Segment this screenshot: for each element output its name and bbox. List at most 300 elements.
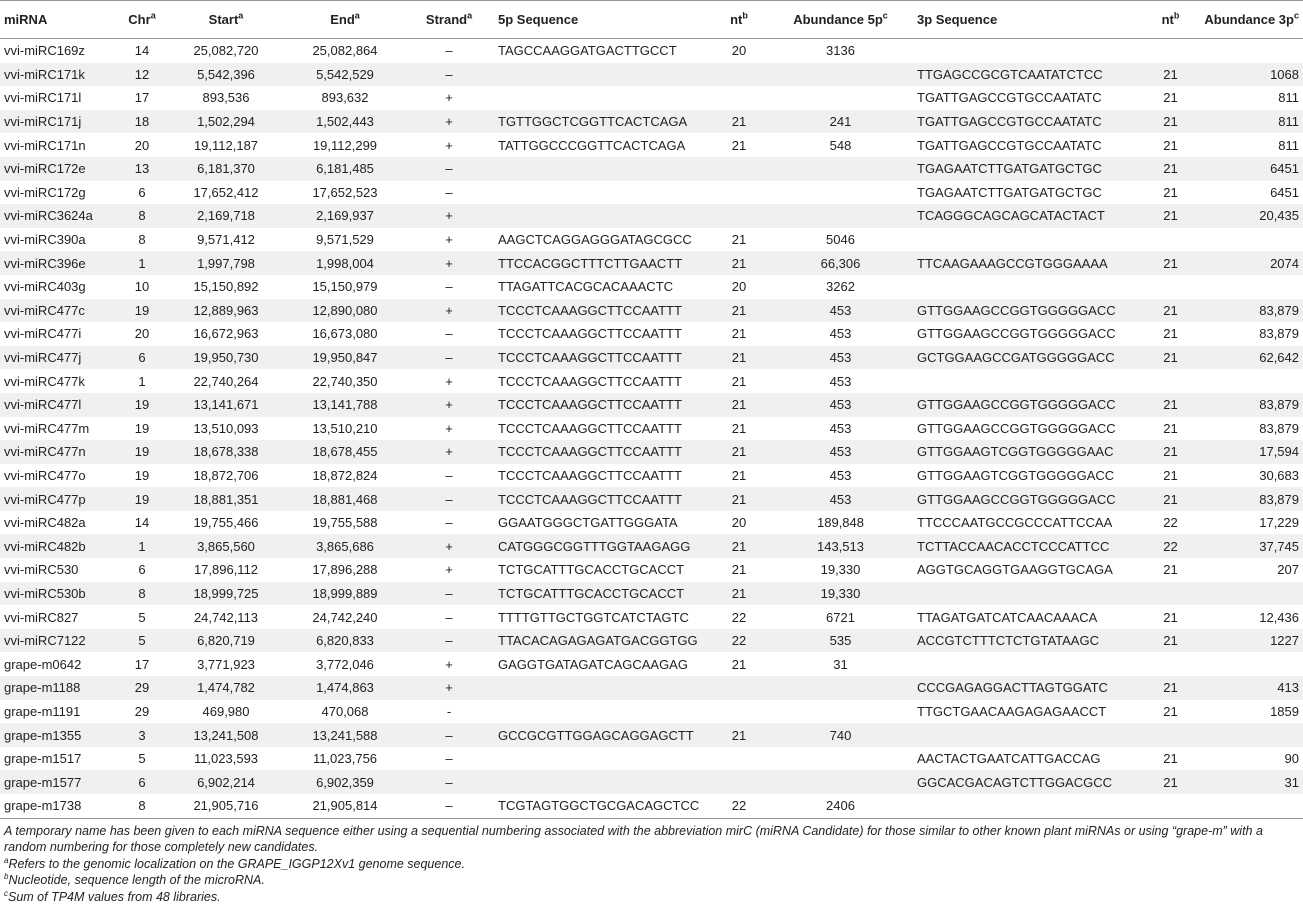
- cell-abundance-5p: 453: [829, 373, 852, 389]
- cell-abundance-5p: [768, 63, 913, 87]
- cell-start: 18,881,351: [166, 487, 286, 511]
- cell-mirna: vvi-miRC396e: [0, 251, 118, 275]
- table-row: [0, 582, 1303, 606]
- cell-strand: +: [445, 373, 453, 389]
- cell-abundance-3p: 83,879: [1198, 487, 1303, 511]
- cell-end: 24,742,240: [312, 609, 378, 625]
- cell-abundance-5p: 241: [768, 110, 913, 134]
- cell-seq-3p: GTTGGAAGCCGGTGGGGGACC: [917, 326, 1116, 342]
- cell-nt-3p: [1143, 369, 1198, 393]
- cell-nt-3p: 21: [1163, 184, 1178, 200]
- cell-mirna: vvi-miRC171k: [0, 63, 118, 87]
- table-row: [0, 204, 1303, 228]
- table-row: [0, 558, 1303, 582]
- cell-end: 1,502,443: [286, 110, 404, 134]
- cell-chr: 10: [134, 279, 150, 295]
- cell-seq-5p: TGTTGGCTCGGTTCACTCAGA: [494, 110, 710, 134]
- cell-nt-5p: 21: [731, 326, 747, 342]
- cell-end: 18,678,455: [286, 440, 404, 464]
- cell-seq-3p: [913, 369, 1143, 393]
- header-start: Start$^a$: [166, 1, 286, 39]
- cell-chr: 14: [134, 43, 150, 59]
- cell-start: 5,542,396: [166, 63, 286, 87]
- cell-seq-5p: TCGTAGTGGCTGCGACAGCTCC: [494, 794, 710, 818]
- cell-start: 3,865,560: [166, 534, 286, 558]
- cell-mirna: vvi-miRC3624a: [0, 204, 118, 228]
- cell-chr: 3: [118, 723, 166, 747]
- cell-nt-3p: [1143, 652, 1198, 676]
- cell-end: 19,755,588: [312, 515, 378, 531]
- cell-abundance-5p: [768, 770, 913, 794]
- cell-nt-5p: 21: [710, 440, 768, 464]
- cell-mirna: vvi-miRC390a: [4, 232, 86, 248]
- cell-abundance-3p: 1227: [1198, 629, 1303, 653]
- cell-seq-5p: [494, 770, 710, 794]
- table-row: [0, 534, 1303, 558]
- cell-abundance-3p: 31: [1198, 770, 1303, 794]
- cell-seq-5p: TATTGGCCCGGTTCACTCAGA: [498, 137, 686, 153]
- table-row: [0, 322, 1303, 346]
- cell-start: 25,082,720: [193, 43, 259, 59]
- cell-abundance-3p: 1068: [1198, 63, 1303, 87]
- cell-nt-5p: 21: [710, 487, 768, 511]
- header-3p-sequence: 3p Sequence: [913, 1, 1143, 39]
- cell-seq-3p: TGATTGAGCCGTGCCAATATC: [917, 90, 1102, 106]
- cell-seq-3p: GTTGGAAGCCGGTGGGGGACC: [917, 420, 1116, 436]
- cell-abundance-3p: 12,436: [1259, 609, 1299, 625]
- cell-seq-3p: AACTACTGAATCATTGACCAG: [917, 751, 1101, 767]
- cell-seq-3p: [913, 794, 1143, 818]
- cell-seq-3p: TCTTACCAACACCTCCCATTCC: [913, 534, 1143, 558]
- cell-strand: +: [404, 440, 494, 464]
- cell-abundance-5p: 19,330: [768, 582, 913, 606]
- cell-nt-3p: 21: [1143, 63, 1198, 87]
- cell-seq-5p: TTACACAGAGAGATGACGGTGG: [494, 629, 710, 653]
- cell-strand: –: [404, 629, 494, 653]
- cell-nt-5p: 21: [731, 562, 747, 578]
- table-row: [0, 63, 1303, 87]
- cell-abundance-3p: 811: [1278, 90, 1299, 106]
- footnote-c: $^c$Sum of TP4M values from 48 libraries.: [4, 888, 221, 904]
- cell-nt-5p: [710, 181, 768, 205]
- cell-abundance-3p: 83,879: [1198, 393, 1303, 417]
- cell-abundance-3p: 2074: [1198, 251, 1303, 275]
- cell-mirna: vvi-miRC7122: [0, 629, 118, 653]
- table-row: [0, 511, 1303, 535]
- cell-nt-3p: 21: [1163, 562, 1178, 578]
- cell-chr: 29: [118, 676, 166, 700]
- cell-seq-3p: TGATTGAGCCGTGCCAATATC: [913, 110, 1143, 134]
- cell-abundance-5p: 453: [768, 440, 913, 464]
- cell-mirna: vvi-miRC477o: [4, 467, 86, 483]
- header-nt-3p: $nt^b$: [1143, 1, 1198, 39]
- cell-chr: 17: [134, 656, 150, 672]
- cell-nt-3p: 21: [1143, 393, 1198, 417]
- cell-start: 16,672,963: [193, 326, 259, 342]
- cell-seq-5p: TCCCTCAAAGGCTTCCAATTT: [498, 373, 682, 389]
- cell-mirna: vvi-miRC530: [4, 562, 79, 578]
- table-row: [0, 110, 1303, 134]
- table-row: [0, 299, 1303, 323]
- cell-start: 1,502,294: [166, 110, 286, 134]
- cell-start: 12,889,963: [166, 299, 286, 323]
- cell-seq-5p: TCCCTCAAAGGCTTCCAATTT: [498, 326, 682, 342]
- cell-start: 6,902,214: [166, 770, 286, 794]
- cell-abundance-5p: [768, 676, 913, 700]
- cell-mirna: grape-m1191: [4, 703, 81, 719]
- cell-abundance-5p: 548: [829, 137, 852, 153]
- table-row: [0, 440, 1303, 464]
- cell-end: 5,542,529: [286, 63, 404, 87]
- cell-abundance-3p: 17,594: [1198, 440, 1303, 464]
- cell-seq-3p: [913, 652, 1143, 676]
- cell-end: 19,950,847: [286, 346, 404, 370]
- table-row: [0, 157, 1303, 181]
- cell-abundance-3p: [1198, 794, 1303, 818]
- cell-chr: 8: [138, 232, 146, 248]
- cell-nt-5p: [710, 747, 768, 771]
- cell-chr: 6: [138, 562, 146, 578]
- cell-seq-3p: TGATTGAGCCGTGCCAATATC: [917, 137, 1102, 153]
- cell-nt-5p: 21: [731, 420, 747, 436]
- cell-abundance-3p: 6451: [1198, 157, 1303, 181]
- cell-abundance-5p: [768, 181, 913, 205]
- cell-abundance-3p: [1198, 723, 1303, 747]
- table-row: [0, 228, 1303, 252]
- cell-mirna: vvi-miRC482a: [4, 515, 86, 531]
- cell-seq-5p: TTTTGTTGCTGGTCATCTAGTC: [498, 609, 689, 625]
- cell-strand: –: [404, 770, 494, 794]
- cell-seq-3p: CCCGAGAGGACTTAGTGGATC: [913, 676, 1143, 700]
- table-row: [0, 700, 1303, 724]
- cell-seq-3p: [913, 39, 1143, 63]
- cell-seq-3p: TTGCTGAACAAGAGAGAACCT: [917, 703, 1107, 719]
- cell-chr: 1: [138, 373, 146, 389]
- table-row: [0, 393, 1303, 417]
- cell-abundance-3p: [1198, 582, 1303, 606]
- cell-start: 19,112,187: [193, 137, 259, 153]
- cell-seq-5p: TCTGCATTTGCACCTGCACCT: [498, 562, 685, 578]
- cell-abundance-5p: 453: [829, 467, 852, 483]
- cell-strand: –: [404, 157, 494, 181]
- cell-abundance-5p: 453: [768, 393, 913, 417]
- cell-nt-3p: 21: [1163, 467, 1178, 483]
- cell-seq-5p: TTAGATTCACGCACAAACTC: [498, 279, 674, 295]
- table-row: [0, 676, 1303, 700]
- cell-abundance-3p: [1198, 369, 1303, 393]
- cell-abundance-3p: [1198, 39, 1303, 63]
- table-row: [0, 464, 1303, 488]
- cell-end: 22,740,350: [312, 373, 378, 389]
- cell-start: 18,678,338: [166, 440, 286, 464]
- cell-abundance-5p: 535: [768, 629, 913, 653]
- cell-end: 2,169,937: [286, 204, 404, 228]
- cell-abundance-5p: 3262: [826, 279, 855, 295]
- cell-chr: 8: [118, 794, 166, 818]
- cell-end: 19,112,299: [312, 137, 378, 153]
- cell-chr: 6: [118, 770, 166, 794]
- cell-seq-3p: TCAGGGCAGCAGCATACTACT: [913, 204, 1143, 228]
- cell-seq-5p: [494, 204, 710, 228]
- cell-mirna: vvi-miRC477c: [0, 299, 118, 323]
- cell-abundance-5p: [768, 204, 913, 228]
- cell-chr: 17: [134, 90, 150, 106]
- table-row: [0, 747, 1303, 771]
- cell-end: 6,902,359: [286, 770, 404, 794]
- cell-end: 893,632: [321, 90, 369, 106]
- cell-abundance-3p: 811: [1278, 137, 1299, 153]
- table-row: [0, 86, 1303, 110]
- cell-start: 2,169,718: [166, 204, 286, 228]
- cell-abundance-5p: 453: [768, 299, 913, 323]
- cell-seq-5p: TCTGCATTTGCACCTGCACCT: [494, 582, 710, 606]
- cell-mirna: vvi-miRC477i: [4, 326, 82, 342]
- cell-nt-5p: 20: [731, 515, 747, 531]
- header-abundance-5p: Abundance $5p^c$: [768, 1, 913, 39]
- cell-strand: +: [404, 299, 494, 323]
- cell-mirna: vvi-miRC530b: [0, 582, 118, 606]
- table-row: [0, 251, 1303, 275]
- table-footnotes: [0, 819, 1303, 906]
- cell-nt-5p: [710, 86, 768, 110]
- cell-nt-3p: 21: [1143, 346, 1198, 370]
- cell-seq-5p: [494, 181, 710, 205]
- cell-abundance-3p: 811: [1198, 110, 1303, 134]
- cell-strand: –: [404, 723, 494, 747]
- cell-seq-3p: TTCCCAATGCCGCCCATTCCAA: [917, 515, 1113, 531]
- cell-end: 25,082,864: [312, 43, 378, 59]
- cell-start: 18,872,706: [193, 467, 259, 483]
- cell-end: 9,571,529: [316, 232, 374, 248]
- cell-abundance-3p: 6451: [1270, 184, 1299, 200]
- cell-seq-3p: GTTGGAAGTCGGTGGGGGAAC: [913, 440, 1143, 464]
- cell-abundance-5p: 740: [768, 723, 913, 747]
- cell-nt-3p: 21: [1163, 90, 1178, 106]
- header-chr: Chr$^a$: [118, 1, 166, 39]
- cell-strand: +: [404, 251, 494, 275]
- cell-abundance-5p: [768, 86, 913, 110]
- cell-strand: –: [445, 184, 453, 200]
- cell-start: 17,652,412: [193, 184, 259, 200]
- cell-abundance-5p: 453: [829, 420, 852, 436]
- cell-strand: +: [445, 137, 453, 153]
- cell-start: 24,742,113: [193, 609, 259, 625]
- cell-chr: 1: [118, 534, 166, 558]
- cell-strand: –: [445, 515, 453, 531]
- cell-abundance-5p: 143,513: [768, 534, 913, 558]
- footnote-a: $^a$Refers to the genomic localization on the GRAPE_IGGP12Xv1 genome sequence.: [4, 855, 465, 871]
- cell-start: 6,181,370: [166, 157, 286, 181]
- cell-seq-5p: [494, 86, 710, 110]
- table-row: [0, 652, 1303, 676]
- cell-start: 13,241,508: [166, 723, 286, 747]
- cell-mirna: vvi-miRC477p: [0, 487, 118, 511]
- cell-nt-3p: 21: [1143, 251, 1198, 275]
- cell-strand: –: [404, 794, 494, 818]
- cell-chr: 14: [134, 515, 150, 531]
- table-body: [0, 39, 1303, 819]
- cell-nt-3p: 21: [1163, 751, 1178, 767]
- cell-end: 3,772,046: [316, 656, 374, 672]
- cell-mirna: vvi-miRC477n: [0, 440, 118, 464]
- cell-strand: +: [445, 562, 453, 578]
- cell-seq-5p: TAGCCAAGGATGACTTGCCT: [498, 43, 677, 59]
- cell-start: 9,571,412: [197, 232, 255, 248]
- cell-abundance-3p: 30,683: [1259, 467, 1299, 483]
- cell-end: 16,673,080: [312, 326, 378, 342]
- cell-mirna: vvi-miRC172g: [4, 184, 86, 200]
- cell-end: 15,150,979: [312, 279, 378, 295]
- cell-end: 13,510,210: [312, 420, 378, 436]
- cell-nt-5p: [710, 204, 768, 228]
- cell-abundance-3p: 17,229: [1259, 515, 1299, 531]
- cell-abundance-3p: 20,435: [1198, 204, 1303, 228]
- header-abundance-3p: Abundance $3p^c$: [1198, 1, 1303, 39]
- cell-seq-5p: [494, 747, 710, 771]
- cell-nt-5p: 21: [710, 393, 768, 417]
- cell-abundance-5p: 453: [768, 346, 913, 370]
- cell-mirna: vvi-miRC477l: [0, 393, 118, 417]
- cell-abundance-5p: 2406: [768, 794, 913, 818]
- cell-seq-3p: TTCAAGAAAGCCGTGGGAAAA: [913, 251, 1143, 275]
- cell-nt-5p: 21: [710, 299, 768, 323]
- cell-end: 12,890,080: [286, 299, 404, 323]
- cell-mirna: vvi-miRC403g: [4, 279, 86, 295]
- cell-end: 17,652,523: [312, 184, 378, 200]
- cell-nt-3p: 21: [1143, 770, 1198, 794]
- cell-nt-3p: 21: [1143, 299, 1198, 323]
- cell-nt-5p: [710, 770, 768, 794]
- cell-chr: 19: [118, 440, 166, 464]
- cell-seq-3p: GTTGGAAGCCGGTGGGGGACC: [913, 393, 1143, 417]
- cell-nt-3p: 21: [1163, 326, 1178, 342]
- cell-seq-3p: [913, 582, 1143, 606]
- cell-nt-3p: 21: [1143, 110, 1198, 134]
- cell-start: 1,997,798: [166, 251, 286, 275]
- cell-mirna: vvi-miRC171n: [4, 137, 86, 153]
- header-nt-5p: $nt^b$: [710, 1, 768, 39]
- cell-abundance-3p: 37,745: [1198, 534, 1303, 558]
- cell-abundance-5p: 19,330: [820, 562, 861, 578]
- cell-seq-3p: TTGAGCCGCGTCAATATCTCC: [913, 63, 1143, 87]
- cell-nt-3p: 21: [1163, 609, 1178, 625]
- cell-abundance-5p: 31: [833, 656, 848, 672]
- cell-nt-5p: 22: [710, 629, 768, 653]
- cell-abundance-5p: 6721: [826, 609, 855, 625]
- cell-nt-3p: [1143, 275, 1198, 299]
- cell-chr: 13: [118, 157, 166, 181]
- header-mirna: miRNA: [0, 1, 118, 39]
- cell-seq-5p: TCCCTCAAAGGCTTCCAATTT: [494, 487, 710, 511]
- cell-strand: +: [404, 534, 494, 558]
- cell-seq-5p: GCCGCGTTGGAGCAGGAGCTT: [494, 723, 710, 747]
- cell-abundance-3p: 207: [1277, 562, 1299, 578]
- cell-nt-5p: 22: [710, 794, 768, 818]
- cell-nt-3p: 21: [1143, 487, 1198, 511]
- cell-end: 470,068: [321, 703, 369, 719]
- cell-abundance-5p: 5046: [826, 232, 855, 248]
- cell-chr: 19: [118, 487, 166, 511]
- cell-mirna: vvi-miRC827: [4, 609, 79, 625]
- cell-end: 6,181,485: [286, 157, 404, 181]
- cell-strand: –: [445, 279, 453, 295]
- cell-end: 18,872,824: [312, 467, 378, 483]
- cell-nt-3p: 21: [1143, 157, 1198, 181]
- cell-chr: 6: [118, 346, 166, 370]
- cell-chr: 5: [118, 629, 166, 653]
- cell-nt-3p: [1143, 228, 1198, 252]
- table-row: [0, 39, 1303, 63]
- cell-strand: +: [404, 204, 494, 228]
- cell-chr: 19: [134, 420, 150, 436]
- cell-strand: –: [445, 609, 453, 625]
- cell-seq-5p: TCCCTCAAAGGCTTCCAATTT: [494, 393, 710, 417]
- cell-end: 1,474,863: [286, 676, 404, 700]
- cell-chr: 12: [118, 63, 166, 87]
- cell-seq-3p: TGAGAATCTTGATGATGCTGC: [913, 157, 1143, 181]
- cell-chr: 19: [118, 299, 166, 323]
- cell-strand: +: [404, 676, 494, 700]
- cell-strand: +: [445, 90, 453, 106]
- cell-nt-5p: 21: [710, 346, 768, 370]
- cell-nt-5p: 21: [710, 582, 768, 606]
- cell-chr: 19: [134, 467, 150, 483]
- cell-strand: +: [445, 232, 453, 248]
- cell-nt-5p: 21: [731, 467, 747, 483]
- cell-seq-3p: GCTGGAAGCCGATGGGGGACC: [913, 346, 1143, 370]
- cell-start: 13,141,671: [166, 393, 286, 417]
- cell-nt-3p: 21: [1163, 703, 1178, 719]
- cell-seq-5p: [494, 157, 710, 181]
- cell-start: 6,820,719: [166, 629, 286, 653]
- cell-nt-5p: 21: [710, 251, 768, 275]
- cell-end: 3,865,686: [286, 534, 404, 558]
- cell-chr: 18: [118, 110, 166, 134]
- cell-end: 11,023,756: [312, 751, 378, 767]
- cell-seq-3p: GTTGGAAGCCGGTGGGGGACC: [913, 487, 1143, 511]
- cell-start: 15,150,892: [193, 279, 259, 295]
- cell-chr: 8: [118, 582, 166, 606]
- cell-seq-5p: TCCCTCAAAGGCTTCCAATTT: [494, 440, 710, 464]
- cell-abundance-5p: [768, 157, 913, 181]
- table-row: [0, 275, 1303, 299]
- cell-seq-5p: [494, 63, 710, 87]
- cell-end: 21,905,814: [286, 794, 404, 818]
- cell-nt-3p: 21: [1163, 137, 1178, 153]
- cell-seq-3p: TGAGAATCTTGATGATGCTGC: [917, 184, 1102, 200]
- header-end: End$^a$: [286, 1, 404, 39]
- cell-nt-3p: 21: [1143, 204, 1198, 228]
- cell-seq-3p: AGGTGCAGGTGAAGGTGCAGA: [917, 562, 1113, 578]
- table-row: [0, 346, 1303, 370]
- cell-start: 893,536: [202, 90, 250, 106]
- table-row: [0, 417, 1303, 441]
- cell-mirna: vvi-miRC171j: [0, 110, 118, 134]
- cell-nt-3p: 21: [1143, 440, 1198, 464]
- cell-nt-3p: 21: [1143, 676, 1198, 700]
- cell-seq-3p: GGCACGACAGTCTTGGACGCC: [913, 770, 1143, 794]
- cell-nt-5p: 21: [710, 723, 768, 747]
- cell-nt-5p: 21: [731, 373, 747, 389]
- cell-nt-5p: 22: [731, 609, 747, 625]
- cell-end: 6,820,833: [286, 629, 404, 653]
- cell-chr: 20: [134, 137, 150, 153]
- cell-seq-3p: GTTGGAAGTCGGTGGGGGACC: [917, 467, 1115, 483]
- cell-chr: 8: [118, 204, 166, 228]
- cell-nt-3p: [1143, 582, 1198, 606]
- cell-abundance-5p: 453: [829, 326, 852, 342]
- cell-nt-5p: 21: [710, 534, 768, 558]
